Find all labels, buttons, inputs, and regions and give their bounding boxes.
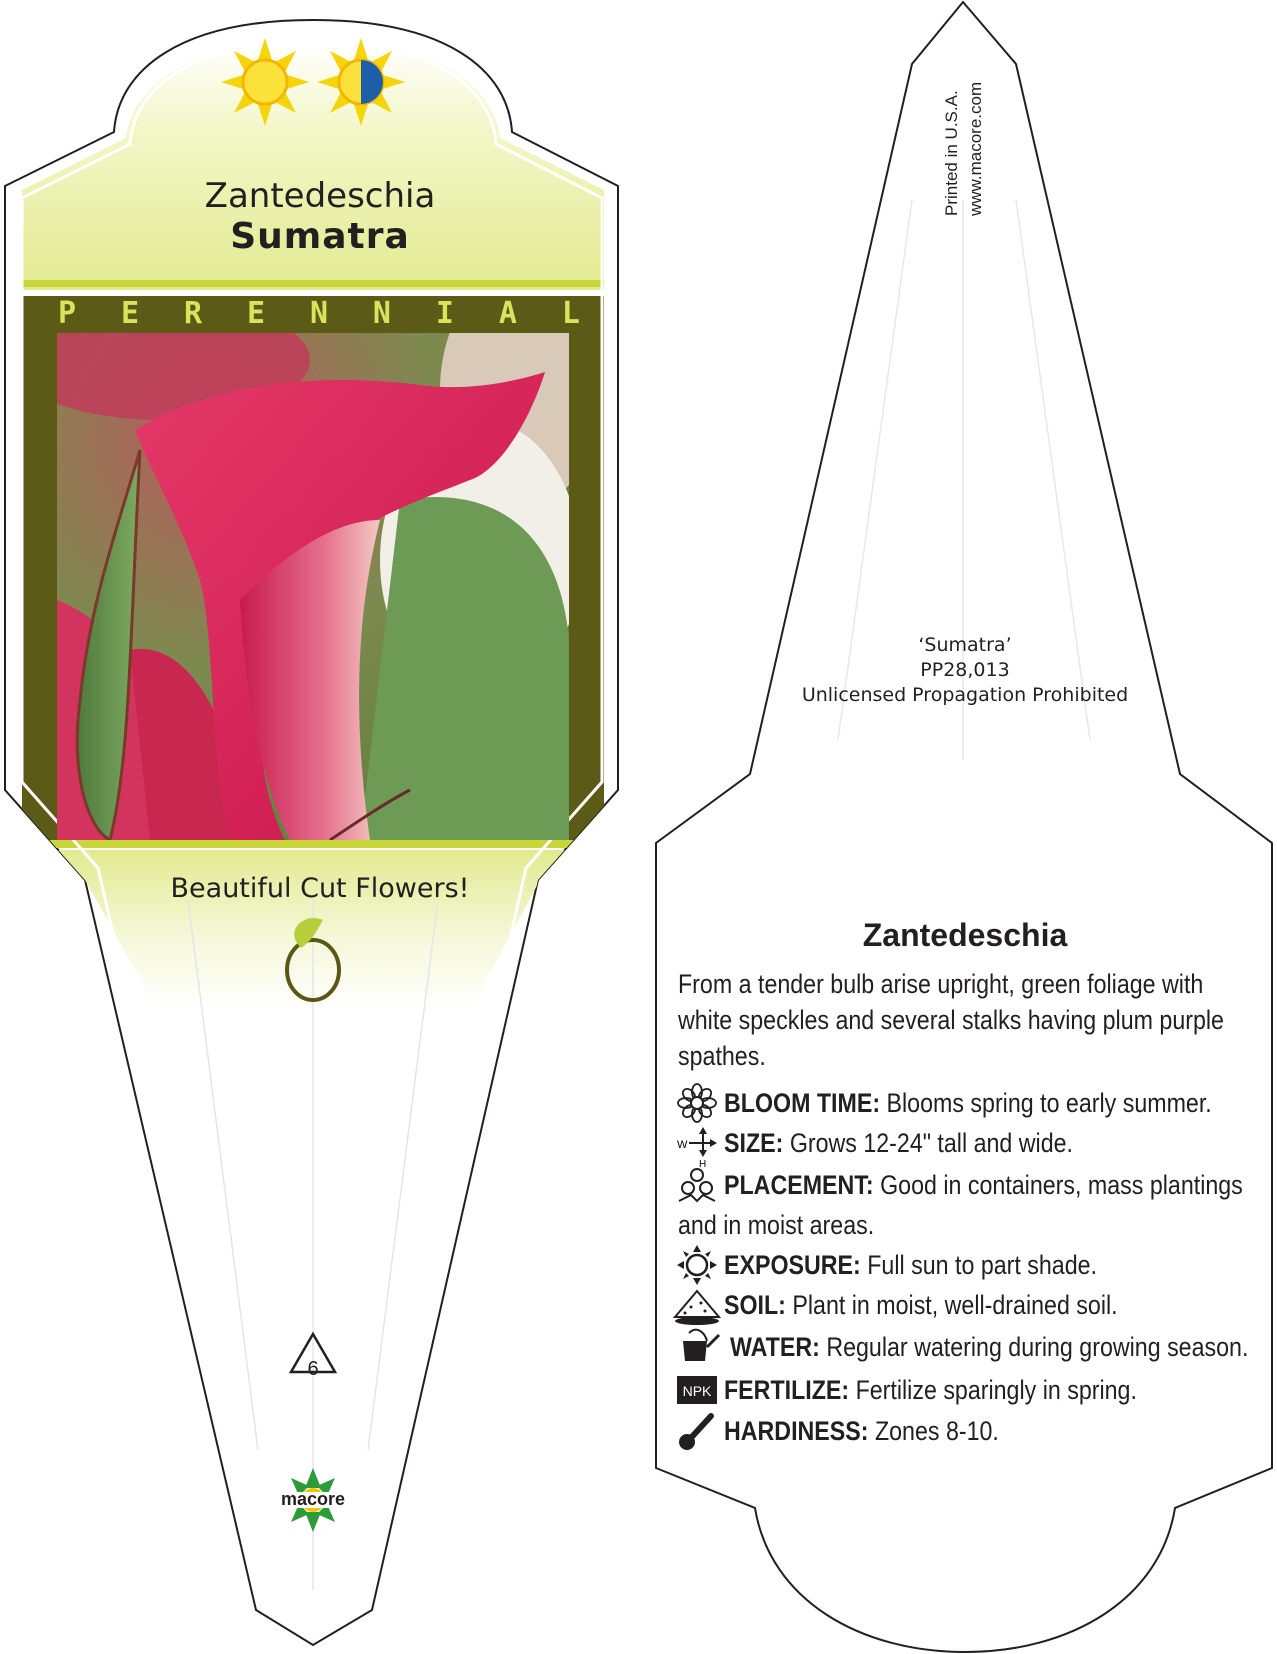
- flower-photo: [10, 270, 600, 840]
- care-label: FERTILIZE:: [724, 1375, 850, 1405]
- care-hardiness: [724, 1413, 999, 1449]
- description-line: white speckles and several stalks having plum purple: [678, 1005, 1224, 1035]
- svg-text:W: W: [677, 1139, 688, 1151]
- recycle-number: 6: [307, 1358, 319, 1380]
- category-letter: N: [372, 296, 391, 331]
- category-letter: N: [309, 296, 328, 331]
- category-letter: E: [246, 296, 266, 331]
- patent-notice: Unlicensed Propagation Prohibited: [801, 684, 1129, 706]
- care-text: Good in containers, mass plantings: [880, 1170, 1243, 1200]
- category-letter: R: [183, 296, 203, 331]
- care-label: SOIL:: [724, 1290, 786, 1320]
- front-cultivar: Sumatra: [230, 216, 410, 257]
- category-letter: I: [435, 296, 454, 331]
- tagline: Beautiful Cut Flowers!: [170, 873, 470, 904]
- category-letter: A: [498, 296, 517, 331]
- description-line: spathes.: [678, 1041, 766, 1071]
- description-line: From a tender bulb arise upright, green foliage with: [678, 969, 1204, 999]
- category-label: [22, 296, 618, 331]
- care-text: Fertilize sparingly in spring.: [855, 1375, 1137, 1405]
- care-text: Regular watering during growing season.: [826, 1332, 1249, 1362]
- care-label: HARDINESS:: [724, 1416, 869, 1446]
- care-size: [724, 1125, 1073, 1161]
- category-letter: P: [58, 296, 77, 331]
- care-text: Zones 8-10.: [874, 1416, 999, 1446]
- part-sun-icon: [317, 38, 405, 126]
- care-text: Blooms spring to early summer.: [886, 1088, 1212, 1118]
- front-genus: Zantedeschia: [204, 176, 436, 216]
- care-label: WATER:: [730, 1332, 820, 1362]
- brand-name: macore: [280, 1489, 346, 1509]
- npk-icon: [677, 1376, 717, 1404]
- svg-text:H: H: [699, 1159, 707, 1170]
- patent-number: PP28,013: [920, 659, 1010, 681]
- back-title: Zantedeschia: [862, 917, 1068, 953]
- care-label: EXPOSURE:: [724, 1250, 861, 1280]
- website: www.macore.com: [966, 81, 985, 216]
- full-sun-icon: [221, 38, 309, 126]
- care-placement: [724, 1167, 1243, 1203]
- care-fertilize: [724, 1372, 1137, 1408]
- category-letter: L: [561, 296, 580, 331]
- care-text: Grows 12-24" tall and wide.: [789, 1128, 1073, 1158]
- patent-name: ‘Sumatra’: [918, 634, 1012, 656]
- printed-in: Printed in U.S.A.: [942, 90, 961, 216]
- care-water: [730, 1329, 1248, 1365]
- care-text: Plant in moist, well-drained soil.: [792, 1290, 1118, 1320]
- care-label: PLACEMENT:: [724, 1170, 874, 1200]
- care-text: Full sun to part shade.: [867, 1250, 1097, 1280]
- care-placement-continued: and in moist areas.: [678, 1210, 875, 1240]
- care-soil: [724, 1287, 1118, 1323]
- description: [678, 966, 1224, 1074]
- care-label: SIZE:: [724, 1128, 784, 1158]
- care-exposure: [724, 1247, 1097, 1283]
- svg-text:NPK: NPK: [682, 1383, 712, 1399]
- category-letter: E: [120, 296, 140, 331]
- patent-info: [680, 633, 1250, 708]
- care-bloom-time: [724, 1085, 1212, 1121]
- care-label: BLOOM TIME:: [724, 1088, 881, 1118]
